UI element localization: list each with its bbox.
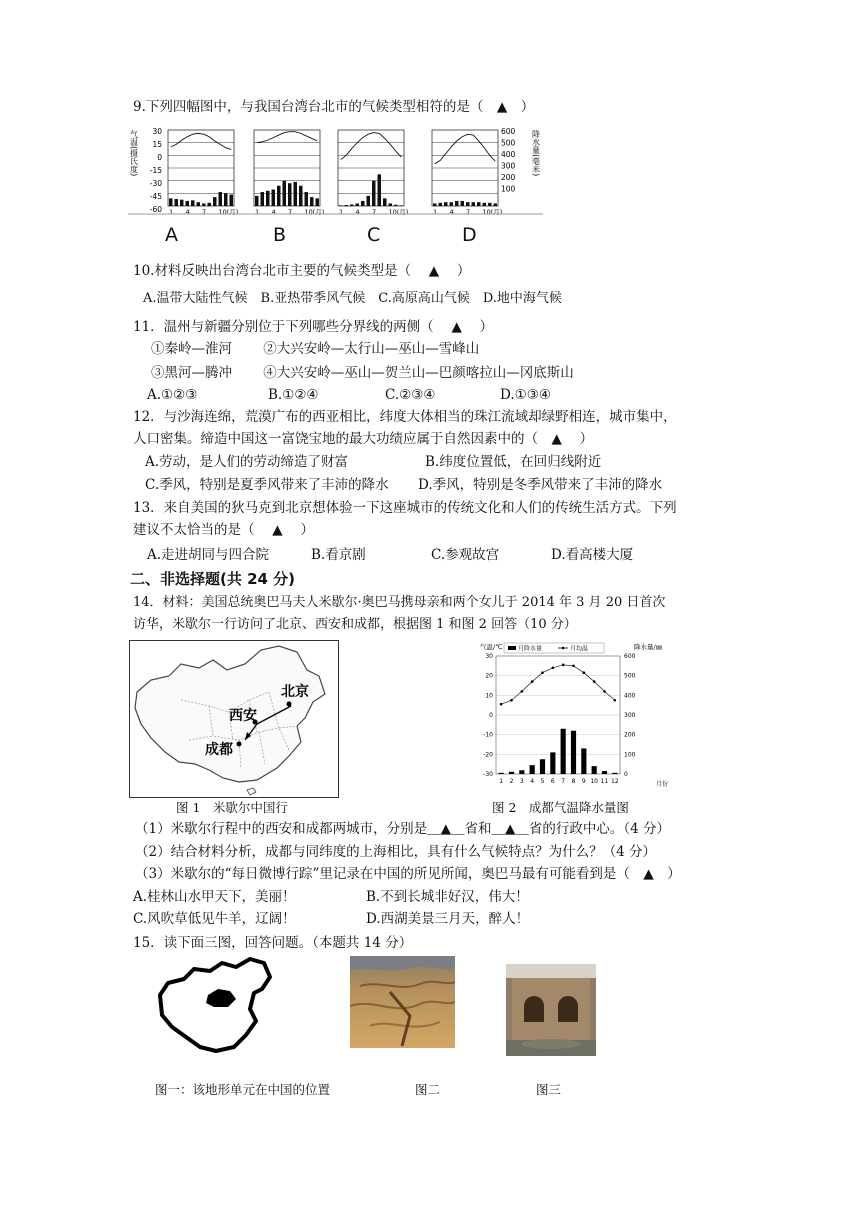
q13-option-a: A.走进胡同与四合院 — [147, 547, 270, 563]
q9-left-tick: 0 — [157, 153, 162, 162]
q9-precip-bar — [455, 201, 459, 206]
q14-option-d: D.西湖美景三月天，醉人！ — [366, 911, 530, 927]
cd-left-tick: -10 — [483, 731, 493, 739]
q9-precip-bar — [305, 192, 309, 206]
section-heading: 二、非选择题(共 24 分) — [130, 570, 296, 588]
cd-left-tick: 20 — [485, 672, 493, 680]
cd-right-axis-title: 降水量/㎜ — [634, 643, 663, 651]
q9-x-tick: 10(月) — [304, 208, 325, 216]
q13-option-b: B.看京剧 — [311, 547, 366, 563]
q9-chart-D — [432, 130, 502, 216]
cd-x-tick: 12 — [611, 778, 619, 785]
cave-dwelling-photo — [506, 964, 596, 1056]
cd-left-tick: -20 — [483, 751, 493, 759]
q9-left-tick: -45 — [149, 192, 162, 201]
q9-precip-bar — [272, 190, 276, 206]
cd-temp-point — [541, 671, 544, 674]
q9-text: 9.下列四幅图中，与我国台湾台北市的气候类型相符的是（ ▲ ） — [133, 99, 535, 115]
cd-temp-point — [614, 699, 617, 702]
q9-left-axis-title: 气温(摄氏度) — [129, 130, 139, 177]
q9-temp-line — [171, 133, 232, 149]
q9-precip-bar — [450, 202, 454, 206]
q15-text: 15．读下面三图，回答问题。（本题共 14 分） — [133, 935, 413, 951]
q9-left-tick: 30 — [152, 127, 162, 136]
q13-line2: 建议不太恰当的是（ ▲ ） — [133, 522, 314, 538]
q13-option-c: C.参观故宫 — [431, 547, 500, 563]
q11-line2: ③黑河—腾冲 ④大兴安岭—巫山—贺兰山—巴颜喀拉山—冈底斯山 — [151, 365, 574, 381]
cd-x-tick: 5 — [540, 778, 545, 785]
q9-precip-bar — [230, 195, 234, 206]
fig2-caption: 图 2 成都气温降水量图 — [492, 800, 629, 815]
q9-precip-bar — [461, 201, 465, 206]
cd-temp-point — [562, 664, 565, 667]
cd-legend-precip: 月降水量 — [518, 645, 543, 653]
q9-chart-C — [338, 130, 408, 216]
cd-precip-bar — [550, 752, 555, 774]
q14-line1: 14．材料：美国总统奥巴马夫人米歇尔·奥巴马携母亲和两个女儿于 2014 年 3 月 20 日首次 — [133, 595, 666, 610]
map-label-xian: 西安 — [229, 708, 257, 724]
q9-precip-bar — [477, 202, 481, 206]
q14-sub2: （2）结合材料分析，成都与同纬度的上海相比，具有什么气候特点？为什么？（4 分） — [135, 844, 656, 860]
q14-sub1: （1）米歇尔行程中的西安和成都两城市，分别是＿▲＿省和＿▲＿省的行政中心。（4 分） — [135, 821, 670, 837]
q9-precip-bar — [261, 192, 265, 206]
cd-x-title: 月份 — [656, 781, 669, 788]
cd-temp-point — [583, 671, 586, 674]
q14-option-a: A.桂林山水甲天下，美丽！ — [133, 889, 296, 905]
q9-precip-bar — [494, 203, 498, 206]
q9-right-tick: 100 — [501, 184, 516, 194]
q15-fig1-caption: 图一：该地形单元在中国的位置 — [155, 1082, 331, 1097]
q12-line2: 人口密集。缔造中国这一富饶宝地的最大功绩应属于自然因素中的（ ▲ ） — [133, 431, 594, 447]
cd-precip-bar — [581, 748, 586, 774]
cd-temp-point — [603, 690, 606, 693]
q9-precip-bar — [197, 202, 201, 206]
q14-line2: 访华，米歇尔一行访问了北京、西安和成都，根据图 1 和图 2 回答（10 分） — [133, 617, 577, 632]
option-label-d: D — [462, 224, 477, 246]
q9-climate-charts — [128, 122, 543, 242]
q13-option-d: D.看高楼大厦 — [551, 547, 634, 563]
q9-right-tick: 500 — [501, 138, 516, 148]
option-label-a: A — [165, 224, 178, 246]
cd-x-tick: 2 — [509, 778, 514, 785]
q10-options: A.温带大陆性气候 B.亚热带季风气候 C.高原高山气候 D.地中海气候 — [143, 291, 562, 306]
q9-precip-bar — [372, 181, 376, 206]
q12-line1: 12．与沙海连绵，荒漠广布的西亚相比，纬度大体相当的珠江流域却绿野相连，城市集中， — [133, 409, 677, 425]
q9-x-tick: 4 — [449, 208, 454, 216]
q9-precip-bar — [350, 204, 354, 206]
q9-precip-bar — [208, 203, 212, 206]
q9-precip-bar — [472, 202, 476, 206]
q9-x-tick: 7 — [202, 208, 207, 216]
cd-x-tick: 1 — [499, 778, 504, 785]
cd-x-tick: 9 — [581, 778, 586, 785]
q11-option-d: D.①③④ — [500, 387, 551, 403]
china-map — [129, 640, 339, 798]
cd-temp-point — [531, 680, 534, 683]
q9-precip-bar — [180, 200, 184, 206]
q9-x-tick: 10(月) — [388, 208, 409, 216]
q11-option-b: B.①②④ — [268, 387, 319, 403]
q9-precip-bar — [175, 199, 179, 206]
q9-precip-bar — [191, 200, 195, 206]
cd-precip-bar — [602, 771, 607, 774]
q9-precip-bar — [378, 174, 382, 206]
q9-right-axis — [501, 127, 541, 194]
q9-precip-bar — [383, 198, 387, 206]
q11-line1: ①秦岭—淮河 ②大兴安岭—太行山—巫山—雪峰山 — [151, 341, 480, 357]
q10-text: 10.材料反映出台湾台北市主要的气候类型是（ ▲ ） — [133, 263, 471, 279]
q9-x-tick: 1 — [169, 208, 174, 216]
cd-left-tick: 30 — [485, 653, 493, 660]
option-label-c: C — [367, 224, 381, 246]
q9-precip-bar — [202, 203, 206, 206]
cd-right-tick: 500 — [624, 672, 636, 680]
q9-x-tick: 4 — [355, 208, 360, 216]
cd-left-tick: 10 — [485, 692, 493, 700]
q9-precip-bar — [433, 203, 437, 206]
q9-left-tick: -15 — [149, 166, 162, 175]
q9-left-tick: 15 — [152, 140, 162, 149]
q9-x-tick: 4 — [271, 208, 276, 216]
q9-precip-bar — [266, 191, 270, 206]
cd-temp-point — [593, 680, 596, 683]
cd-precip-bar — [509, 772, 514, 774]
q9-precip-bar — [394, 205, 398, 206]
loess-plateau-location-map — [150, 955, 275, 1055]
cd-right-tick: 600 — [624, 653, 636, 660]
q9-precip-bar — [345, 205, 349, 206]
q12-option-c: C.季风，特别是夏季风带来了丰沛的降水 — [145, 477, 389, 493]
q9-precip-bar — [224, 193, 228, 206]
q9-chart-A — [168, 130, 238, 216]
q9-precip-bar — [213, 197, 217, 206]
cd-x-tick: 3 — [519, 778, 524, 785]
q13-line1: 13．来自美国的狄马克到北京想体验一下这座城市的传统文化和人们的传统生活方式。下列 — [133, 500, 677, 516]
q9-precip-bar — [299, 186, 303, 206]
fig1-caption: 图 1 米歇尔中国行 — [176, 800, 288, 815]
q14-option-c: C.风吹草低见牛羊，辽阔！ — [133, 911, 296, 927]
q9-precip-bar — [439, 203, 443, 206]
cd-temp-point — [510, 699, 513, 702]
q9-precip-bar — [488, 203, 492, 206]
q9-precip-bar — [444, 202, 448, 206]
q15-fig3-caption: 图三 — [536, 1082, 562, 1097]
cd-x-tick: 10 — [590, 778, 598, 785]
cd-precip-bar — [592, 766, 597, 774]
cd-left-axis-title: 气温/℃ — [480, 643, 503, 651]
q9-x-tick: 1 — [255, 208, 260, 216]
chengdu-dot — [237, 742, 242, 747]
q9-left-tick: -30 — [149, 179, 162, 188]
q9-x-tick: 7 — [288, 208, 293, 216]
q9-precip-bar — [466, 202, 470, 206]
cd-x-tick: 6 — [550, 778, 555, 785]
cd-temp-line — [501, 665, 615, 704]
cd-precip-bar — [499, 773, 504, 774]
cd-precip-bar — [519, 770, 524, 774]
q14-option-b: B.不到长城非好汉，伟大！ — [366, 889, 529, 905]
q11-text: 11．温州与新疆分别位于下列哪些分界线的两侧（ ▲ ） — [133, 319, 494, 335]
q9-precip-bar — [255, 196, 259, 206]
q12-option-b: B.纬度位置低，在回归线附近 — [425, 454, 602, 470]
cd-legend-temp: 月均温 — [570, 645, 589, 653]
cd-precip-bar — [530, 765, 535, 774]
cd-temp-point — [552, 667, 555, 670]
q9-x-tick: 1 — [339, 208, 344, 216]
q9-left-tick: -60 — [149, 205, 162, 214]
q9-right-tick: 400 — [501, 150, 516, 159]
cd-right-tick: 300 — [624, 712, 636, 719]
cd-x-tick: 7 — [561, 778, 566, 785]
q9-precip-bar — [389, 203, 393, 206]
loess-gully-photo — [350, 956, 455, 1048]
cd-precip-bar — [540, 759, 545, 774]
q12-option-a: A.劳动，是人们的劳动缔造了财富 — [145, 454, 349, 470]
q9-precip-bar — [310, 197, 314, 206]
q15-fig2-caption: 图二 — [415, 1082, 441, 1097]
q9-precip-bar — [186, 201, 190, 206]
q9-precip-bar — [277, 186, 281, 206]
q14-sub3: （3）米歇尔的“每日微博行踪”里记录在中国的所见所闻，奥巴马最有可能看到是（ ▲ ） — [135, 866, 681, 882]
cd-x-tick: 4 — [530, 778, 535, 785]
q9-temp-line — [435, 134, 496, 164]
cd-temp-point — [500, 703, 503, 706]
q9-temp-line — [257, 132, 318, 143]
q9-chart-B — [254, 130, 324, 216]
q9-right-tick: 600 — [501, 127, 516, 136]
q9-precip-bar — [316, 198, 320, 206]
q9-x-tick: 1 — [433, 208, 438, 216]
q9-precip-bar — [283, 181, 287, 206]
q9-x-tick: 7 — [372, 208, 377, 216]
cd-right-tick: 100 — [624, 751, 636, 759]
q9-precip-bar — [400, 205, 404, 206]
map-label-chengdu: 成都 — [205, 742, 233, 758]
q9-precip-bar — [288, 183, 292, 206]
cd-right-tick: 200 — [624, 731, 636, 739]
q9-x-tick: 7 — [466, 208, 471, 216]
q9-right-tick: 300 — [501, 161, 516, 171]
q9-precip-bar — [367, 196, 371, 206]
option-label-b: B — [273, 224, 287, 246]
cd-x-tick: 8 — [571, 778, 576, 785]
cd-precip-bar — [571, 731, 576, 774]
q9-precip-bar — [169, 198, 173, 206]
q12-option-d: D.季风，特别是冬季风带来了丰沛的降水 — [418, 477, 663, 493]
cd-left-tick: 0 — [489, 712, 493, 719]
q9-x-tick: 4 — [185, 208, 190, 216]
q11-option-a: A.①②③ — [147, 387, 198, 403]
cd-right-tick: 400 — [624, 692, 636, 700]
cd-temp-point — [521, 690, 524, 693]
q9-left-axis — [130, 127, 163, 214]
cd-temp-point — [572, 665, 575, 668]
q9-precip-bar — [483, 203, 487, 206]
q9-precip-bar — [361, 201, 365, 206]
cd-precip-bar — [612, 773, 617, 774]
q9-right-tick: 200 — [501, 173, 516, 182]
map-label-beijing: 北京 — [281, 684, 309, 700]
q9-right-axis-title: 降水量(毫米) — [531, 130, 541, 177]
q11-option-c: C.②③④ — [385, 387, 436, 403]
q9-precip-bar — [356, 203, 360, 206]
q9-precip-bar — [339, 205, 343, 206]
cd-right-tick: 0 — [624, 771, 628, 778]
chengdu-climate-chart — [474, 640, 670, 790]
cd-left-tick: -30 — [483, 771, 493, 778]
q9-precip-bar — [294, 182, 298, 206]
cd-precip-bar — [561, 729, 566, 774]
cd-x-tick: 11 — [600, 778, 609, 785]
q9-x-tick: 10(月) — [482, 208, 503, 216]
q9-precip-bar — [219, 192, 223, 206]
q9-x-tick: 10(月) — [218, 208, 239, 216]
